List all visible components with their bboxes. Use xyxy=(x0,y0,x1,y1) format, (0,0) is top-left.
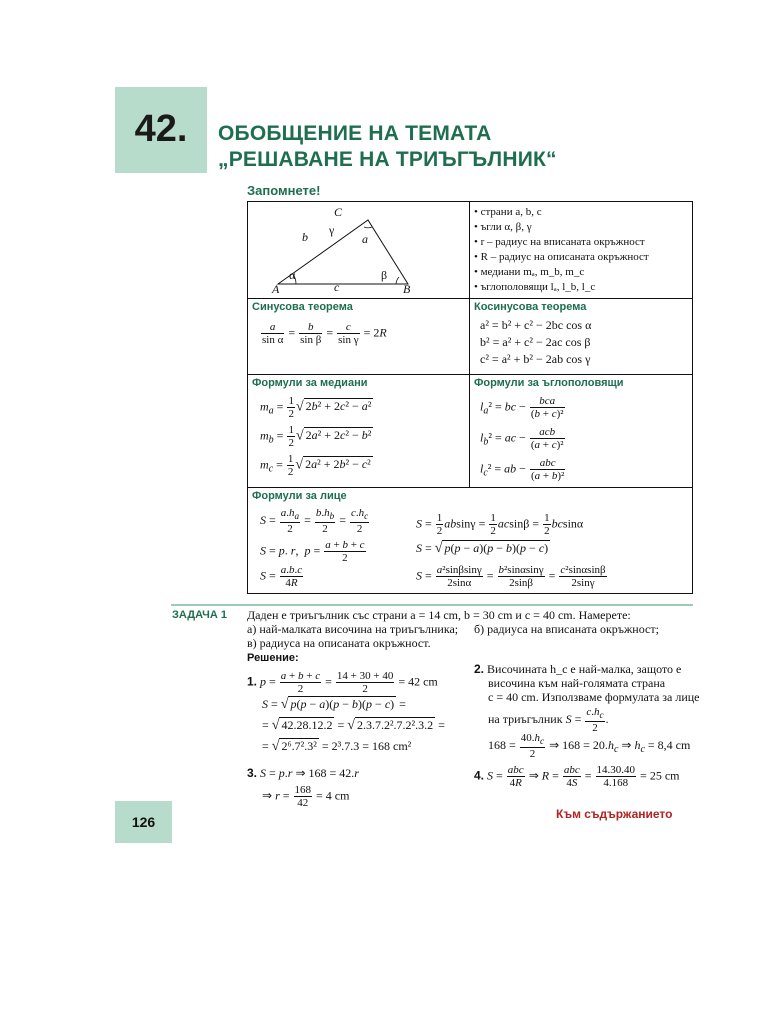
lesson-number: 42. xyxy=(134,108,188,150)
solution-step-4: 4. S = $\frac{\text{abc}}{4R}$ ⇒ R = $\frac{\text{abc}}{4S}$ = $\frac{14.30.40}{4.168}$ = 25 cm xyxy=(474,764,680,789)
solution-step-2-text3: c = 40 cm. Използваме формулата за лице xyxy=(488,690,700,704)
task-separator xyxy=(171,604,693,606)
solution-step-1-result: = √ 2⁶.7².3² = 2³.7.3 = 168 cm² xyxy=(262,739,412,754)
solution-step-1-p: 1. p = $\frac{a + b + c}{2}$ = $\frac{14 + 30 + 40}{2}$ = 42 cm xyxy=(247,670,438,695)
task-part-b: б) радиуса на вписаната окръжност; xyxy=(474,622,659,636)
area-formula-sine-ratio: S = $\frac{\text{a²sinβsinγ}}{2\sin\alpha}$ = $\frac{\text{b²sinαsinγ}}{2\sin\beta}$ = $\frac{\text{c²sinαsinβ}}{2\sin\gamma}$ xyxy=(416,564,606,589)
task-part-a: а) най-малката височина на триъгълника; xyxy=(247,622,459,636)
solution-step-2-text4: на триъгълник S = $\frac{c.h_c}{2}$ . xyxy=(488,706,609,735)
solution-step-2-text2: височина към най-голямата страна xyxy=(488,676,666,690)
cosine-theorem-heading: Косинусова теорема xyxy=(474,301,587,313)
bisector-formula-a: $l_a^2$ = bc − $\frac{\text{bca}}{\text{(b + c)²}}$ xyxy=(480,395,564,420)
page-number: 126 xyxy=(131,814,156,830)
lesson-title-line1: ОБОБЩЕНИЕ НА ТЕМАТА xyxy=(218,122,492,145)
medians-heading: Формули за медиани xyxy=(252,377,368,389)
area-heading: Формули за лице xyxy=(252,490,347,502)
median-formula-b: $m_b$ = $\frac{1}{2}$ √ 2a² + 2c² − b² xyxy=(260,424,372,449)
area-formula-inradius: S = p. r, p = $\frac{a + b + c}{2}$ xyxy=(260,539,365,564)
area-formula-heron: S = √ p(p − a)(p − b)(p − c) xyxy=(416,541,549,556)
sine-theorem-heading: Синусова теорема xyxy=(252,301,353,313)
angle-beta-label: β xyxy=(381,268,388,282)
area-formula-circumradius: S = $\frac{a.b.c}{4R}$ xyxy=(260,564,303,589)
solution-step-3-result: ⇒ r = $\frac{168}{42}$ = 4 cm xyxy=(262,784,350,809)
summary-table xyxy=(247,201,693,594)
vertex-c-label: C xyxy=(334,205,343,219)
median-formula-a: $m_a$ = $\frac{1}{2}$ √ 2b² + 2c² − a² xyxy=(260,395,372,420)
bullet-inradius: • r – радиус на вписаната окръжност xyxy=(474,236,645,248)
bullet-circumradius: • R – радиус на описаната окръжност xyxy=(474,251,649,263)
task-statement: Даден е триъгълник със страни a = 14 cm, b = 30 cm и c = 40 cm. Намерете: xyxy=(247,608,631,622)
median-formula-c: $m_c$ = $\frac{1}{2}$ √ 2a² + 2b² − c² xyxy=(260,453,371,478)
side-c-label: c xyxy=(334,280,340,294)
area-formula-sine: S = $\frac{1}{2}$ absinγ = $\frac{1}{2}$ acsinβ = $\frac{1}{2}$ bcsinα xyxy=(416,512,584,537)
bullet-bisectors: • ъглополовящи lₐ, l_b, l_c xyxy=(474,281,596,293)
angle-gamma-label: γ xyxy=(329,223,335,237)
solution-step-2-text1: 2. Височината h_c е най-малка, защото е xyxy=(474,662,682,676)
side-b-label: b xyxy=(302,230,308,244)
bisector-formula-b: $l_b^2$ = ac − $\frac{\text{acb}}{\text{(a + c)²}}$ xyxy=(480,426,564,451)
vertex-a-label: A xyxy=(272,282,280,296)
toc-link[interactable]: Към съдържанието xyxy=(556,807,673,821)
cosine-formula-b: b² = a² + c² − 2ac cos β xyxy=(480,335,591,349)
remember-heading: Запомнете! xyxy=(247,183,321,198)
solution-heading: Решение: xyxy=(247,652,299,664)
lesson-title-line2: „РЕШАВАНЕ НА ТРИЪГЪЛНИК“ xyxy=(218,148,557,171)
solution-step-2-result: 168 = $\frac{40.h_c}{2}$ ⇒ $168 = 20.h_c$ ⇒ $h_c = 8,4$ cm xyxy=(488,732,691,761)
side-a-label: a xyxy=(362,232,368,246)
sine-theorem-formula: $\frac{a}{\text{sin α}}$ = $\frac{b}{\text{sin β}}$ = $\frac{c}{\text{sin γ}}$ = 2R xyxy=(262,321,387,346)
vertex-b-label: B xyxy=(403,282,411,296)
solution-step-1-expand: = √ 42.28.12.2 = √ 2.3.7.2².7.2².3.2 = xyxy=(262,718,445,733)
task-label: ЗАДАЧА 1 xyxy=(172,609,228,621)
angle-alpha-label: α xyxy=(289,268,296,282)
cosine-formula-a: a² = b² + c² − 2bc cos α xyxy=(480,318,592,332)
bisectors-heading: Формули за ъглополовящи xyxy=(474,377,624,389)
bullet-angles: • ъгли α, β, γ xyxy=(474,221,532,233)
bisector-formula-c: $l_c^2$ = ab − $\frac{\text{abc}}{\text{(a + b)²}}$ xyxy=(480,457,565,482)
bullet-sides: • страни a, b, c xyxy=(474,206,542,218)
area-formula-heights: S = $\frac{a.h_a}{2}$ = $\frac{b.h_b}{2}$ = $\frac{c.h_c}{2}$ xyxy=(260,507,369,536)
task-part-c: в) радиуса на описаната окръжност. xyxy=(247,636,431,650)
solution-step-3-equation: 3. S = p.r ⇒ 168 = 42.r xyxy=(247,766,359,780)
cosine-formula-c: c² = a² + b² − 2ab cos γ xyxy=(480,352,591,366)
solution-step-1-heron: S = √ p(p − a)(p − b)(p − c) = xyxy=(262,697,406,712)
bullet-medians: • медиани mₐ, m_b, m_c xyxy=(474,266,585,278)
